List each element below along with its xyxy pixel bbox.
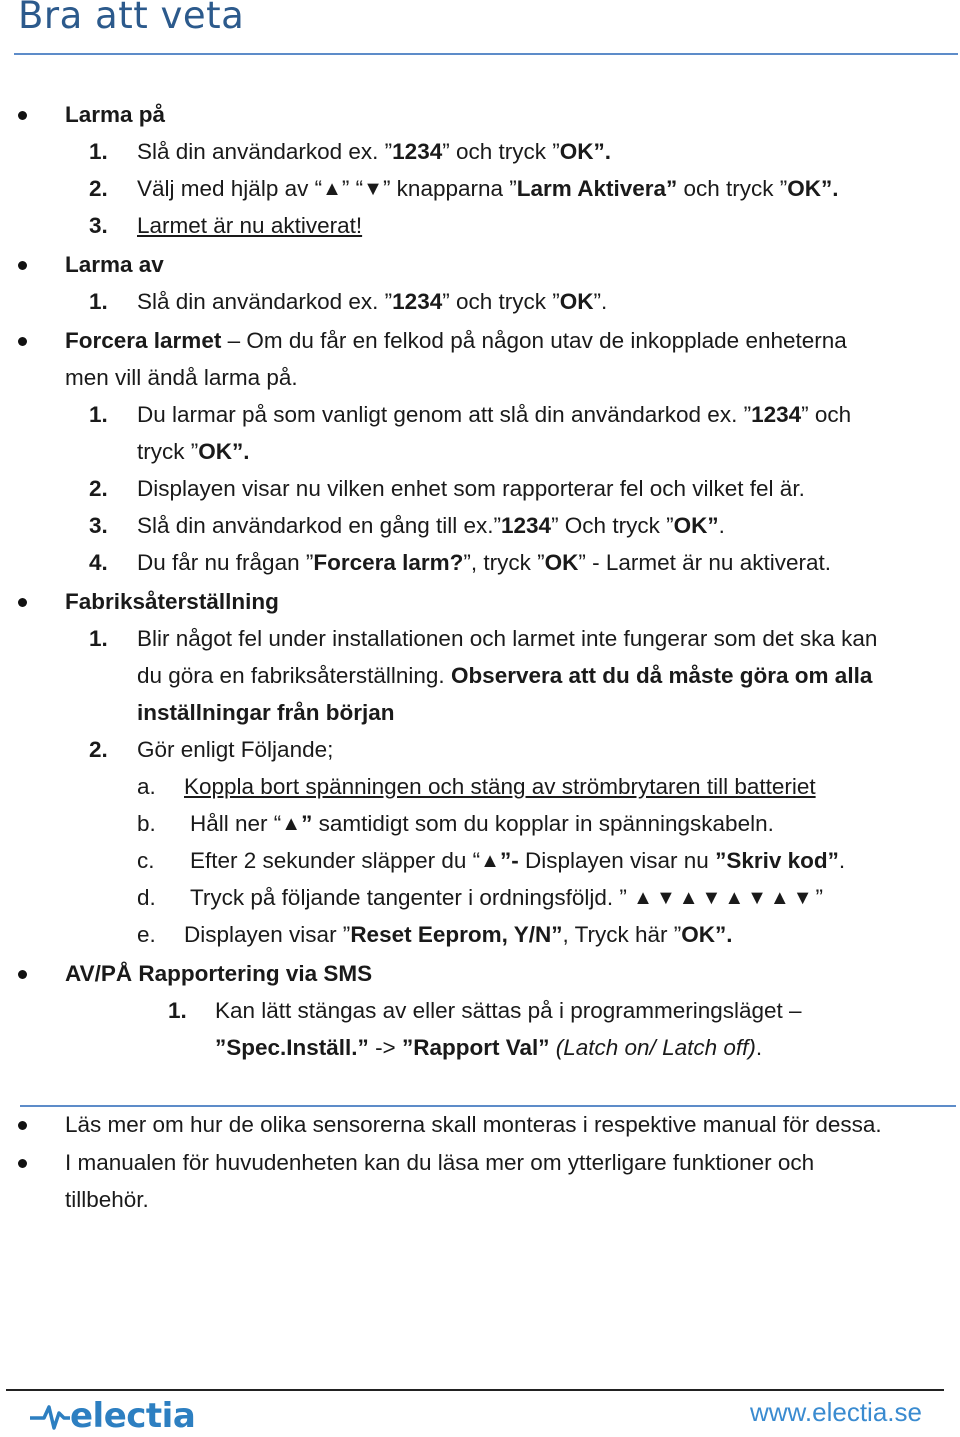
step-text-cont: tryck ”OK”. xyxy=(137,439,250,464)
bullet xyxy=(18,111,27,120)
electia-logo xyxy=(30,1396,195,1436)
up-arrow-icon: ▲ xyxy=(480,850,500,872)
logo-text: electia xyxy=(70,1396,196,1436)
step-text: Kan lätt stängas av eller sättas på i programmeringsläget – xyxy=(215,998,802,1023)
page-title: Bra att veta xyxy=(18,0,245,37)
step-number: 3. xyxy=(89,213,108,238)
title-rule xyxy=(14,53,958,55)
substep-letter: a. xyxy=(137,774,156,799)
substep-letter: d. xyxy=(137,885,156,910)
step-number: 4. xyxy=(89,550,108,575)
step-text: Blir något fel under installationen och larmet inte fungerar som det ska kan xyxy=(137,626,878,651)
step-number: 2. xyxy=(89,176,108,201)
pulse-icon xyxy=(30,1401,70,1431)
step-text: Du får nu frågan ”Forcera larm?”, tryck ”OK” - Larmet är nu aktiverat. xyxy=(137,550,831,575)
step-text: Gör enligt Följande; xyxy=(137,737,334,762)
section-heading-fabrik: Fabriksåterställning xyxy=(65,589,279,614)
step-text-cont: inställningar från början xyxy=(137,700,395,725)
bullet xyxy=(18,970,27,979)
step-number: 1. xyxy=(168,998,187,1023)
section-heading-larma-av: Larma av xyxy=(65,252,164,277)
substep-text: Efter 2 sekunder släpper du “▲”- Displayen visar nu ”Skriv kod”. xyxy=(190,848,846,873)
section-heading-sms: AV/PÅ Rapportering via SMS xyxy=(65,961,373,986)
bullet xyxy=(18,1159,27,1168)
section-intro: men vill ändå larma på. xyxy=(65,365,298,390)
section-rule xyxy=(20,1105,956,1107)
substep-letter: c. xyxy=(137,848,155,873)
step-text: Välj med hjälp av “▲” “▼” knapparna ”Larm Aktivera” och tryck ”OK”. xyxy=(137,176,839,201)
bullet xyxy=(18,337,27,346)
step-number: 2. xyxy=(89,476,108,501)
substep-text: Koppla bort spänningen och stäng av strömbrytaren till batteriet xyxy=(184,774,816,799)
step-number: 1. xyxy=(89,402,108,427)
up-arrow-icon: ▲ xyxy=(322,178,342,200)
arrow-sequence-icon: ▲▼▲▼▲▼▲▼ xyxy=(633,887,816,909)
substep-text: Håll ner “▲” samtidigt som du kopplar in spänningskabeln. xyxy=(190,811,774,836)
section-heading-forcera: Forcera larmet – Om du får en felkod på någon utav de inkopplade enheterna xyxy=(65,328,847,353)
substep-text: Tryck på följande tangenter i ordningsföljd. ” ▲▼▲▼▲▼▲▼” xyxy=(190,885,824,910)
step-text: Slå din användarkod ex. ”1234” och tryck ”OK”. xyxy=(137,289,608,314)
step-number: 1. xyxy=(89,289,108,314)
note-text: I manualen för huvudenheten kan du läsa mer om ytterligare funktioner och xyxy=(65,1150,815,1175)
note-text-cont: tillbehör. xyxy=(65,1187,149,1212)
step-text: Slå din användarkod en gång till ex.”1234” Och tryck ”OK”. xyxy=(137,513,725,538)
section-heading-larma-pa: Larma på xyxy=(65,102,166,127)
bullet xyxy=(18,598,27,607)
footer-rule xyxy=(6,1389,944,1391)
step-text-cont: du göra en fabriksåterställning. Observera att du då måste göra om alla xyxy=(137,663,873,688)
step-text: Displayen visar nu vilken enhet som rapporterar fel och vilket fel är. xyxy=(137,476,805,501)
bullet xyxy=(18,261,27,270)
step-number: 1. xyxy=(89,626,108,651)
substep-text: Displayen visar ”Reset Eeprom, Y/N”, Tryck här ”OK”. xyxy=(184,922,733,947)
website-link[interactable]: www.electia.se xyxy=(750,1397,922,1427)
step-number: 2. xyxy=(89,737,108,762)
substep-letter: b. xyxy=(137,811,156,836)
note-text: Läs mer om hur de olika sensorerna skall monteras i respektive manual för dessa. xyxy=(65,1112,882,1137)
bullet xyxy=(18,1121,27,1130)
step-text-cont: ”Spec.Inställ.” -> ”Rapport Val” (Latch on/ Latch off). xyxy=(215,1035,763,1060)
up-arrow-icon: ▲ xyxy=(281,813,302,835)
step-number: 1. xyxy=(89,139,108,164)
step-text: Slå din användarkod ex. ”1234” och tryck ”OK”. xyxy=(137,139,612,164)
step-number: 3. xyxy=(89,513,108,538)
step-text: Larmet är nu aktiverat! xyxy=(137,213,363,238)
down-arrow-icon: ▼ xyxy=(363,178,383,200)
substep-letter: e. xyxy=(137,922,156,947)
step-text: Du larmar på som vanligt genom att slå din användarkod ex. ”1234” och xyxy=(137,402,852,427)
